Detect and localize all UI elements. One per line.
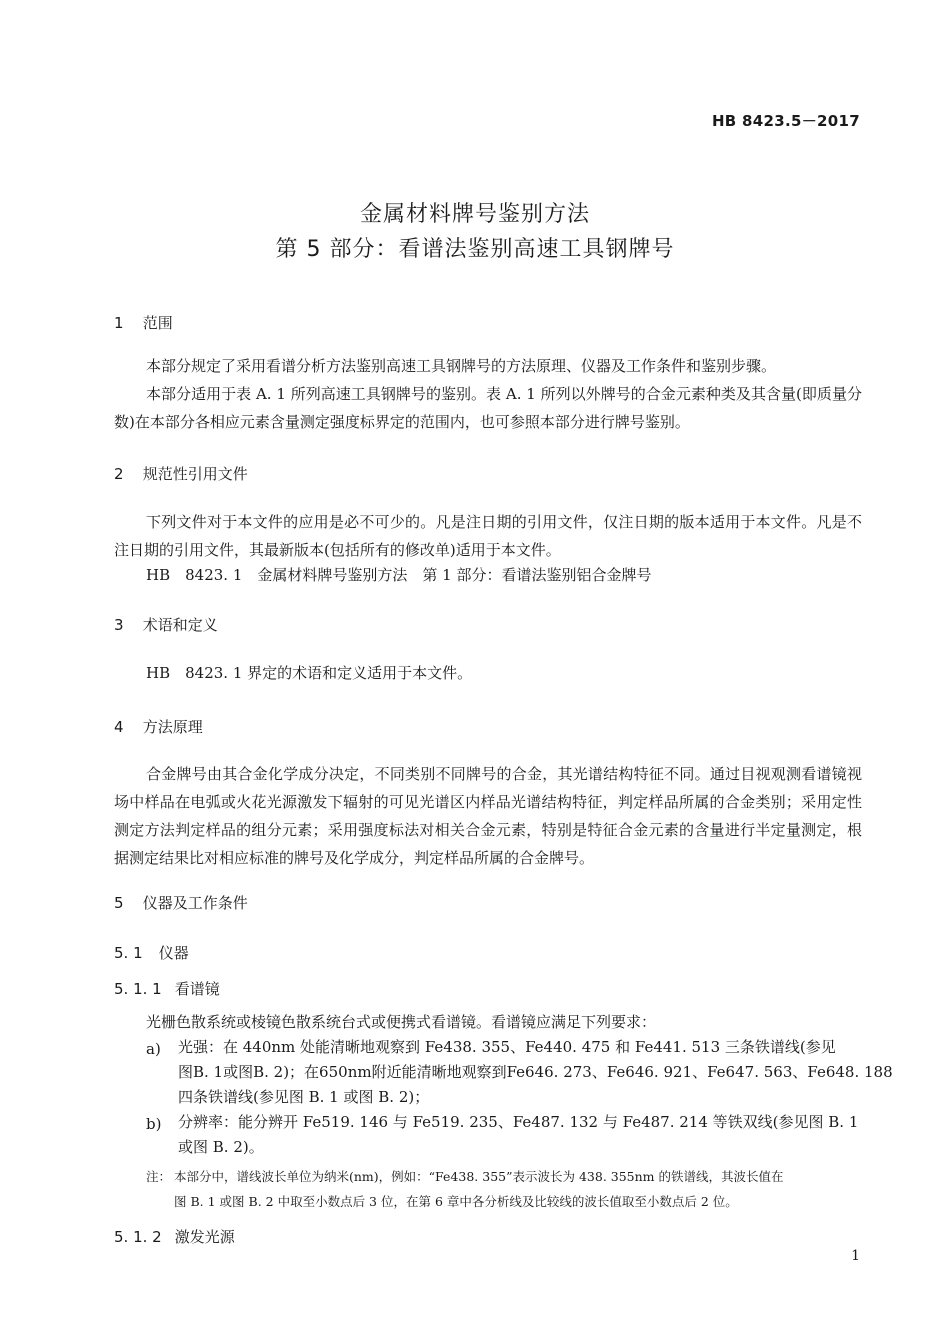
list-marker-a: a) — [146, 1040, 161, 1058]
instrument-intro: 光栅色散系统或棱镜色散系统台式或便携式看谱镜。看谱镜应满足下列要求： — [146, 1013, 657, 1031]
document-title-line2: 第 5 部分：看谱法鉴别高速工具钢牌号 — [275, 237, 675, 262]
section-number: 5. 1. 2 — [114, 1228, 162, 1246]
list-marker-b: b) — [146, 1115, 162, 1133]
section-2-paragraph-1: 下列文件对于本文件的应用是必不可少的。凡是注日期的引用文件，仅注日期的版本适用于本文件。凡是不注日期的引用文件，其最新版本(包括所有的修改单)适用于本文件。 — [114, 513, 862, 559]
section-2-heading — [114, 463, 248, 484]
normative-reference — [146, 568, 651, 583]
section-title: 方法原理 — [142, 718, 203, 736]
section-number: 5. 1. 1 — [114, 980, 162, 998]
reference-title: 金属材料牌号鉴别方法 第 1 部分：看谱法鉴别铝合金牌号 — [257, 566, 652, 584]
note-line-1: 本部分中，谱线波长单位为纳米(nm)，例如：“Fe438. 355”表示波长为 438. 355nm 的铁谱线，其波长值在 — [174, 1169, 784, 1184]
reference-code: HB 8423. 1 — [146, 566, 243, 584]
item-a-line-3: 四条铁谱线(参见图 B. 1 或图 B. 2)； — [178, 1088, 430, 1106]
note-line-2: 图 B. 1 或图 B. 2 中取至小数点后 3 位，在第 6 章中各分析线及比较线的波长值取至小数点后 2 位。 — [174, 1194, 738, 1209]
section-5-heading — [114, 892, 248, 913]
section-title: 术语和定义 — [142, 616, 218, 634]
section-4-heading — [114, 716, 203, 737]
section-5-1-2-heading — [114, 1226, 235, 1247]
section-title: 仪器及工作条件 — [142, 894, 248, 912]
section-number: 5. 1 — [114, 944, 143, 962]
section-number: 2 — [114, 465, 124, 483]
section-number: 1 — [114, 314, 124, 332]
section-3-paragraph-1: HB 8423. 1 界定的术语和定义适用于本文件。 — [146, 664, 473, 682]
section-5-1-1-heading — [114, 978, 220, 999]
section-4-paragraph-1: 合金牌号由其合金化学成分决定，不同类别不同牌号的合金，其光谱结构特征不同。通过目视观测看谱镜视场中样品在电弧或火花光源激发下辐射的可见光谱区内样品光谱结构特征，判定样品所属的合金类别；采用定性测定方法判定样品的组分元素；采用强度标法对相关合金元素，特别是特征合金元素的含量进行半定量测定，根据测定结果比对相应标准的牌号及化学成分，判定样品所属的合金牌号。 — [114, 765, 862, 867]
item-b-line-2: 或图 B. 2)。 — [178, 1138, 264, 1156]
section-1-paragraph-2: 本部分适用于表 A. 1 所列高速工具钢牌号的鉴别。表 A. 1 所列以外牌号的合金元素种类及其含量(即质量分数)在本部分各相应元素含量测定强度标界定的范围内，也可参照本部分进行牌号鉴别。 — [114, 385, 862, 431]
section-number: 5 — [114, 894, 124, 912]
section-3-heading — [114, 614, 218, 635]
section-title: 仪器 — [158, 944, 189, 962]
standard-code: HB 8423.5－2017 — [711, 112, 860, 130]
section-title: 看谱镜 — [174, 980, 220, 998]
section-title: 规范性引用文件 — [142, 465, 248, 483]
item-b-line-1: 分辨率：能分辨开 Fe519. 146 与 Fe519. 235、Fe487. 132 与 Fe487. 214 等铁双线(参见图 B. 1 — [178, 1113, 859, 1131]
section-title: 激发光源 — [174, 1228, 235, 1246]
page-number: 1 — [851, 1248, 860, 1264]
section-1-heading — [114, 312, 173, 333]
note-label: 注： — [146, 1169, 172, 1184]
section-1-paragraph-1: 本部分规定了采用看谱分析方法鉴别高速工具钢牌号的方法原理、仪器及工作条件和鉴别步骤。 — [146, 357, 777, 375]
item-a-line-1: 光强：在 440nm 处能清晰地观察到 Fe438. 355、Fe440. 475 和 Fe441. 513 三条铁谱线(参见 — [178, 1038, 836, 1056]
section-5-1-heading — [114, 942, 189, 963]
section-title: 范围 — [142, 314, 173, 332]
document-title-line1: 金属材料牌号鉴别方法 — [359, 202, 590, 227]
item-a-line-2: 图B. 1或图B. 2)；在650nm附近能清晰地观察到Fe646. 273、Fe646. 921、Fe647. 563、Fe648. 188 — [178, 1063, 893, 1081]
section-number: 3 — [114, 616, 124, 634]
section-number: 4 — [114, 718, 124, 736]
